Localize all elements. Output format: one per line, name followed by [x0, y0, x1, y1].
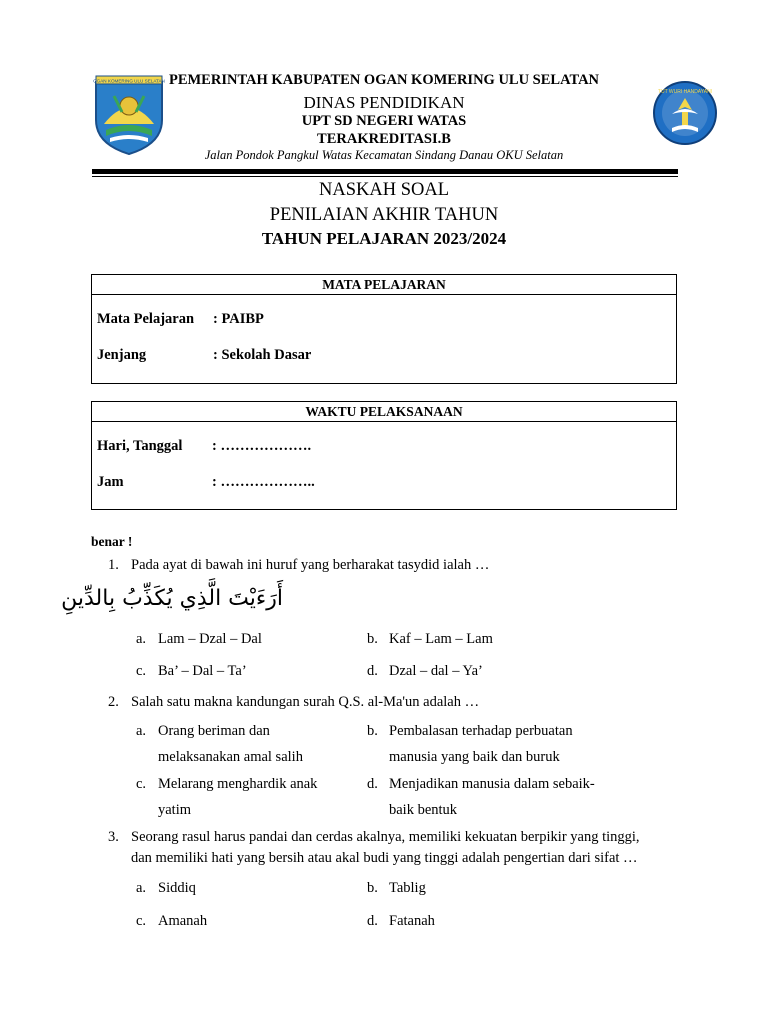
question-2-text: Salah satu makna kandungan surah Q.S. al-Ma'un adalah … [131, 694, 480, 710]
instruction-text: benar ! [91, 534, 133, 549]
doc-academic-year: TAHUN PELAJARAN 2023/2024 [261, 229, 507, 248]
q1-option-c-letter: c. [136, 663, 147, 679]
q2-option-b-line2: manusia yang baik dan buruk [389, 749, 560, 765]
q3-option-b-text: Tablig [389, 880, 426, 896]
q1-option-c-text: Ba’ – Dal – Ta’ [158, 663, 247, 679]
date-label: Hari, Tanggal [97, 438, 183, 454]
question-3-number: 3. [108, 829, 119, 845]
letterhead-address: Jalan Pondok Pangkul Watas Kecamatan Sindang Danau OKU Selatan [204, 148, 564, 162]
subject-label: Mata Pelajaran [97, 311, 195, 327]
subject-box-heading: MATA PELAJARAN [92, 275, 676, 295]
q3-option-a-text: Siddiq [158, 880, 196, 896]
doc-subtitle: PENILAIAN AKHIR TAHUN [269, 205, 499, 225]
q2-option-d-line2: baik bentuk [389, 802, 458, 818]
time-box [91, 401, 677, 510]
letterhead-school: UPT SD NEGERI WATAS [301, 113, 467, 129]
q2-option-d-letter: d. [367, 776, 378, 792]
q2-option-b-line1: Pembalasan terhadap perbuatan [389, 723, 573, 739]
question-2-number: 2. [108, 694, 119, 710]
q2-option-c-letter: c. [136, 776, 147, 792]
q1-option-b-text: Kaf – Lam – Lam [389, 631, 493, 647]
q1-option-b-letter: b. [367, 631, 378, 647]
level-label: Jenjang [97, 347, 147, 363]
letterhead-rule-thick [92, 169, 678, 174]
letterhead-department: DINAS PENDIDIKAN [303, 93, 465, 112]
subject-box [91, 274, 677, 384]
level-value: : Sekolah Dasar [213, 347, 312, 363]
q1-option-a-letter: a. [136, 631, 147, 647]
question-1-arabic-verse [61, 574, 287, 616]
question-1-text: Pada ayat di bawah ini huruf yang berharakat tasydid ialah … [131, 557, 490, 573]
question-1-number: 1. [108, 557, 119, 573]
logo-left-text: OGAN KOMERING ULU SELATAN [93, 78, 165, 84]
q1-option-a-text: Lam – Dzal – Dal [158, 631, 262, 647]
letterhead-rule-thin [92, 176, 678, 177]
q2-option-b-letter: b. [367, 723, 378, 739]
q1-option-d-letter: d. [367, 663, 378, 679]
time-box-heading: WAKTU PELAKSANAAN [92, 402, 676, 422]
question-1-arabic-text: أَرَءَيْتَ الَّذِي يُكَذِّبُ بِالدِّينِ [61, 586, 283, 611]
q2-option-c-line1: Melarang menghardik anak [158, 776, 318, 792]
q3-option-d-letter: d. [367, 913, 378, 929]
subject-value: : PAIBP [213, 311, 264, 327]
q3-option-a-letter: a. [136, 880, 147, 896]
q1-option-d-text: Dzal – dal – Ya’ [389, 663, 483, 679]
question-3-line2: dan memiliki hati yang bersih atau akal budi yang tinggi adalah pengertian dari sifat … [131, 850, 638, 866]
q3-option-d-text: Fatanah [389, 913, 435, 929]
q3-option-c-letter: c. [136, 913, 147, 929]
q2-option-d-line1: Menjadikan manusia dalam sebaik- [389, 776, 595, 792]
q3-option-b-letter: b. [367, 880, 378, 896]
q3-option-c-text: Amanah [158, 913, 208, 929]
q2-option-c-line2: yatim [158, 802, 192, 818]
date-value: : ………………. [212, 438, 312, 454]
q2-option-a-line1: Orang beriman dan [158, 723, 270, 739]
q2-option-a-letter: a. [136, 723, 147, 739]
time-value: : ……………….. [212, 474, 315, 490]
doc-title: NASKAH SOAL [318, 180, 450, 200]
question-3-line1: Seorang rasul harus pandai dan cerdas akalnya, memiliki kekuatan berpikir yang tinggi, [131, 829, 640, 845]
letterhead-accreditation: TERAKREDITASI.B [317, 131, 451, 147]
q2-option-a-line2: melaksanakan amal salih [158, 749, 303, 765]
letterhead-government: PEMERINTAH KABUPATEN OGAN KOMERING ULU SELATAN [168, 72, 600, 88]
time-label: Jam [97, 474, 124, 490]
logo-right-text: TUT WURI HANDAYANI [657, 89, 713, 95]
